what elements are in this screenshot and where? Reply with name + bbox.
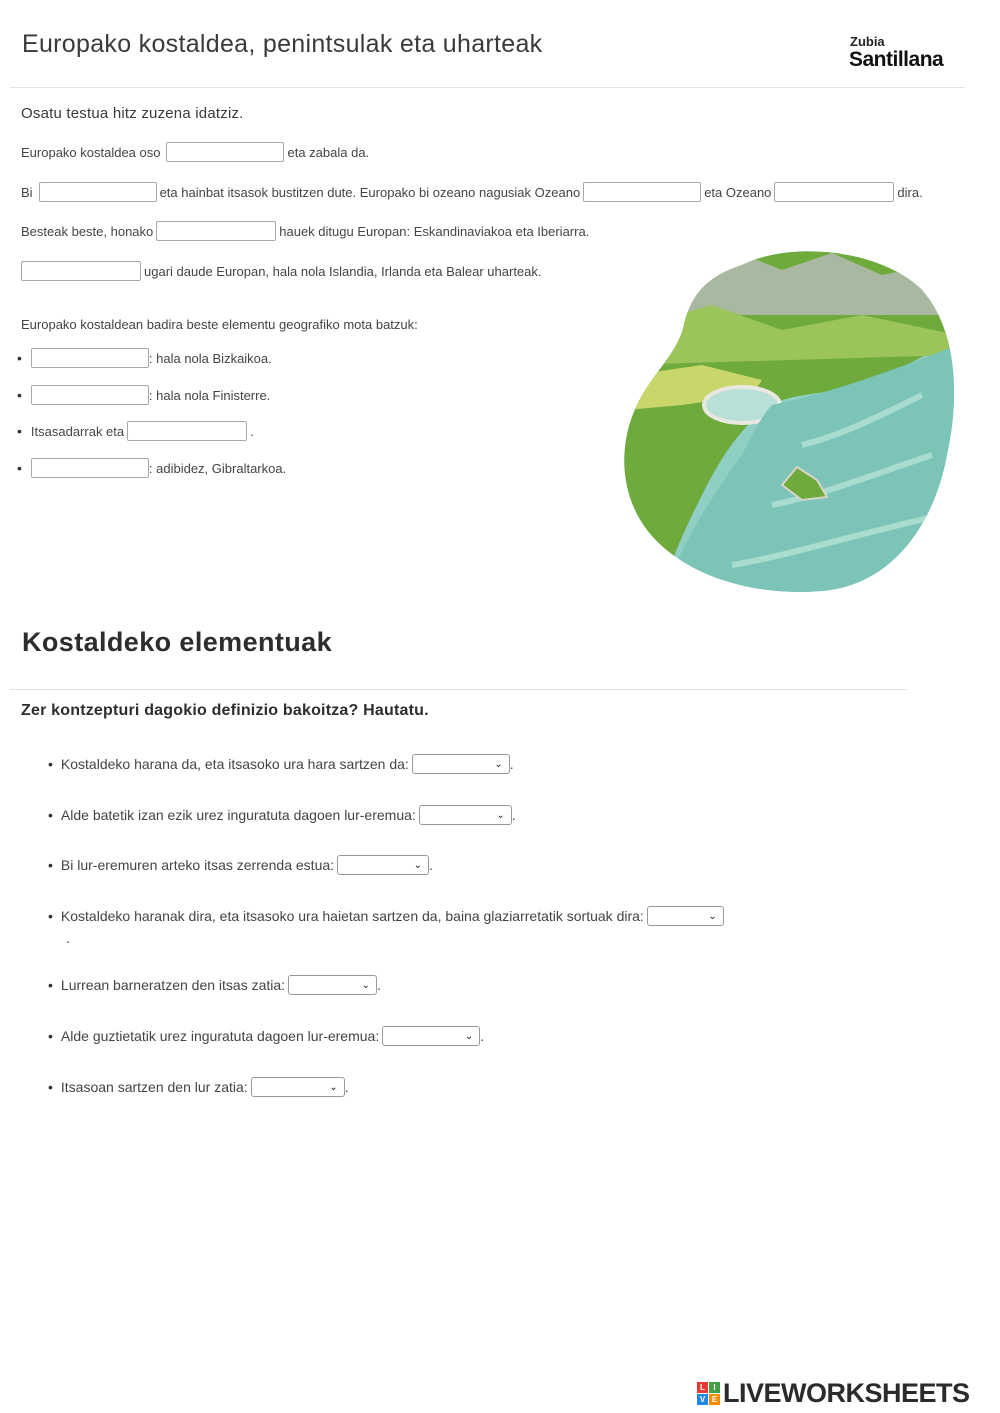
bullet-glyph: • bbox=[48, 756, 53, 772]
bullet-glyph: • bbox=[17, 387, 22, 403]
bullet-glyph: • bbox=[48, 1028, 53, 1044]
question-row bbox=[48, 1077, 349, 1097]
header-divider bbox=[10, 87, 965, 88]
answer-select-6[interactable] bbox=[382, 1026, 480, 1046]
chevron-down-icon: ⌄ bbox=[413, 859, 423, 871]
answer-input-10[interactable] bbox=[31, 458, 149, 478]
answer-select-7[interactable] bbox=[251, 1077, 345, 1097]
answer-input-9[interactable] bbox=[127, 421, 247, 441]
list-item-text: : hala nola Bizkaikoa. bbox=[148, 350, 272, 366]
sentence-text: eta Ozeano bbox=[704, 184, 772, 200]
bullet-glyph: • bbox=[48, 977, 53, 993]
question-text: Alde batetik izan ezik urez inguratuta dagoen lur-eremua: bbox=[60, 807, 416, 823]
logo-letter: L bbox=[697, 1382, 708, 1393]
sentence-text: eta hainbat itsasok bustitzen dute. Europako bi ozeano nagusiak Ozeano bbox=[159, 184, 581, 200]
list-item-text: Itsasadarrak eta bbox=[30, 423, 125, 439]
list-intro-text: Europako kostaldean badira beste elementu geografiko mota batzuk: bbox=[21, 317, 418, 332]
answer-input-1[interactable] bbox=[166, 142, 284, 162]
bullet-glyph: • bbox=[17, 460, 22, 476]
question-text: Itsasoan sartzen den lur zatia: bbox=[60, 1079, 248, 1095]
list-item-text: : hala nola Finisterre. bbox=[148, 387, 271, 403]
chevron-down-icon: ⌄ bbox=[464, 1030, 474, 1042]
bullet-glyph: • bbox=[48, 1079, 53, 1095]
bullet-glyph: • bbox=[17, 350, 22, 366]
liveworksheets-logo bbox=[697, 1378, 970, 1409]
sentence-text: Europako kostaldea oso bbox=[21, 144, 161, 160]
question-text: Lurrean barneratzen den itsas zatia: bbox=[60, 977, 286, 993]
question-end: . bbox=[344, 1079, 349, 1095]
list-item bbox=[17, 385, 270, 405]
question-text: Alde guztietatik urez inguratuta dagoen lur-eremua: bbox=[60, 1028, 380, 1044]
question-row bbox=[48, 855, 433, 875]
chevron-down-icon: ⌄ bbox=[329, 1081, 338, 1093]
sentence-2 bbox=[21, 182, 923, 202]
section-heading: Kostaldeko elementuak bbox=[22, 627, 333, 657]
answer-select-1[interactable] bbox=[412, 754, 510, 774]
question-end: . bbox=[66, 930, 70, 946]
question-end: . bbox=[377, 977, 381, 993]
answer-input-4[interactable] bbox=[774, 182, 894, 202]
sentence-3 bbox=[21, 221, 589, 241]
answer-select-3[interactable] bbox=[337, 855, 429, 875]
coast-illustration bbox=[622, 245, 957, 595]
chevron-down-icon: ⌄ bbox=[361, 979, 371, 991]
question-text: Kostaldeko harana da, eta itsasoko ura hara sartzen da: bbox=[60, 756, 409, 772]
question-end: . bbox=[509, 756, 514, 772]
section-divider bbox=[10, 689, 907, 690]
question-end-line bbox=[66, 930, 70, 946]
answer-input-5[interactable] bbox=[156, 221, 276, 241]
answer-select-4[interactable] bbox=[647, 906, 724, 926]
sentence-text: eta zabala da. bbox=[287, 144, 370, 160]
bullet-glyph: • bbox=[17, 423, 22, 439]
sentence-text: ugari daude Europan, hala nola Islandia, Irlanda eta Balear uharteak. bbox=[144, 263, 542, 279]
fill-in-instruction: Osatu testua hitz zuzena idatziz. bbox=[21, 105, 244, 122]
answer-select-5[interactable] bbox=[288, 975, 377, 995]
brand-subtitle: Zubia bbox=[850, 34, 885, 49]
sentence-4 bbox=[21, 261, 542, 281]
list-item-text: . bbox=[250, 423, 254, 439]
answer-input-7[interactable] bbox=[31, 348, 149, 368]
matching-instruction: Zer kontzepturi dagokio definizio bakoitza? Hautatu. bbox=[21, 702, 429, 719]
question-end: . bbox=[511, 807, 516, 823]
logo-letter: V bbox=[697, 1394, 708, 1405]
question-end: . bbox=[480, 1028, 485, 1044]
sentence-text: Bi bbox=[21, 184, 33, 200]
bullet-glyph: • bbox=[48, 857, 53, 873]
sentence-text: hauek ditugu Europan: Eskandinaviakoa eta Iberiarra. bbox=[279, 223, 590, 239]
answer-input-8[interactable] bbox=[31, 385, 149, 405]
question-row bbox=[48, 805, 516, 825]
sentence-1 bbox=[21, 142, 369, 162]
sentence-text: dira. bbox=[897, 184, 923, 200]
logo-mark bbox=[697, 1382, 720, 1405]
question-row bbox=[48, 1026, 484, 1046]
bullet-glyph: • bbox=[48, 807, 53, 823]
list-item-text: : adibidez, Gibraltarkoa. bbox=[148, 460, 287, 476]
chevron-down-icon: ⌄ bbox=[496, 809, 505, 821]
question-text: Kostaldeko haranak dira, eta itsasoko ura haietan sartzen da, baina glaziarretatik sortuak dira: bbox=[60, 908, 644, 924]
bullet-glyph: • bbox=[48, 908, 53, 924]
sentence-text: Besteak beste, honako bbox=[21, 223, 154, 239]
answer-input-3[interactable] bbox=[583, 182, 701, 202]
chevron-down-icon: ⌄ bbox=[494, 758, 503, 770]
answer-input-6[interactable] bbox=[21, 261, 141, 281]
page-title: Europako kostaldea, penintsulak eta uharteak bbox=[22, 30, 543, 58]
question-text: Bi lur-eremuren arteko itsas zerrenda estua: bbox=[60, 857, 335, 873]
question-end: . bbox=[429, 857, 433, 873]
question-row bbox=[48, 975, 381, 995]
chevron-down-icon: ⌄ bbox=[708, 910, 717, 922]
answer-select-2[interactable] bbox=[419, 805, 512, 825]
list-intro bbox=[21, 317, 418, 332]
question-row bbox=[48, 754, 514, 774]
list-item bbox=[17, 348, 272, 368]
logo-letter: I bbox=[709, 1382, 720, 1393]
logo-wordmark: LIVEWORKSHEETS bbox=[723, 1378, 970, 1408]
list-item bbox=[17, 458, 286, 478]
brand-logo: Santillana bbox=[849, 48, 944, 71]
list-item bbox=[17, 421, 254, 441]
question-row bbox=[48, 906, 724, 926]
logo-letter: E bbox=[709, 1394, 720, 1405]
answer-input-2[interactable] bbox=[39, 182, 157, 202]
